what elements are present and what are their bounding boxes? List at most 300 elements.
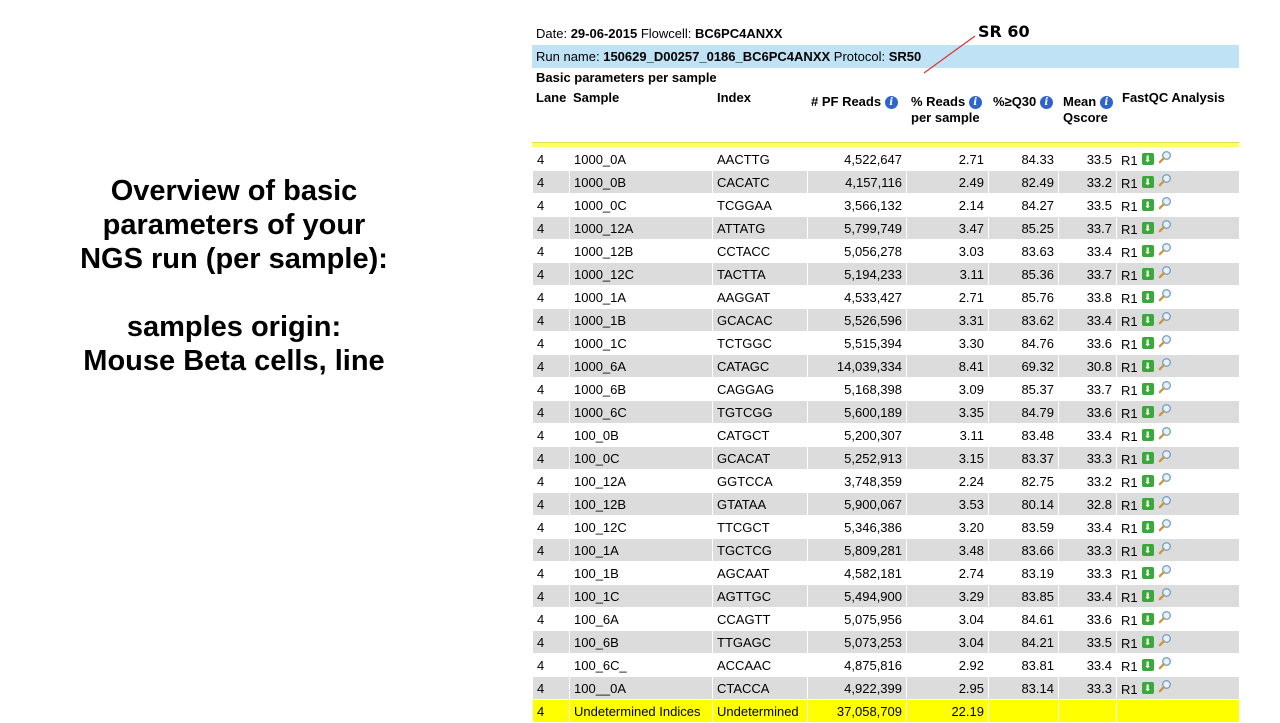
magnifier-icon[interactable] xyxy=(1158,242,1172,256)
sample-cell: 100_0B xyxy=(570,424,713,447)
lane-cell: 4 xyxy=(533,263,570,286)
download-icon[interactable]: ⬇ xyxy=(1142,176,1154,188)
info-icon[interactable]: i xyxy=(1040,96,1053,109)
sample-cell: 100_6C_ xyxy=(570,654,713,677)
pf-reads-cell: 5,252,913 xyxy=(808,447,907,470)
pf-reads-cell: 5,526,596 xyxy=(808,309,907,332)
sample-cell: 1000_1A xyxy=(570,286,713,309)
mean-qscore-cell: 33.4 xyxy=(1059,516,1117,539)
fastqc-cell xyxy=(1117,539,1240,562)
mean-qscore-cell: 33.3 xyxy=(1059,677,1117,700)
fastqc-cell xyxy=(1117,677,1240,700)
pct-reads-cell: 2.74 xyxy=(907,562,989,585)
sample-cell: 100_12C xyxy=(570,516,713,539)
col-q30-label: %≥Q30 xyxy=(993,94,1037,109)
lane-cell: 4 xyxy=(533,539,570,562)
col-lane: Lane xyxy=(536,90,567,105)
heading-line: Mouse Beta cells, line xyxy=(83,345,385,377)
pf-reads-cell: 5,494,900 xyxy=(808,585,907,608)
run-date-line xyxy=(532,22,1239,45)
fastqc-cell xyxy=(1117,240,1240,263)
download-icon[interactable]: ⬇ xyxy=(1142,613,1154,625)
read-label: R1 xyxy=(1121,498,1138,513)
read-label: R1 xyxy=(1121,268,1138,283)
fastqc-cell xyxy=(1117,424,1240,447)
q30-cell: 83.81 xyxy=(989,654,1059,677)
table-row xyxy=(533,286,1240,309)
q30-cell: 83.14 xyxy=(989,677,1059,700)
read-label: R1 xyxy=(1121,291,1138,306)
table-row xyxy=(533,516,1240,539)
heading-line: NGS run (per sample): xyxy=(80,243,388,275)
index-cell: TGTCGG xyxy=(713,401,808,424)
q30-cell: 83.63 xyxy=(989,240,1059,263)
lane-cell: 4 xyxy=(533,194,570,217)
download-icon[interactable]: ⬇ xyxy=(1142,590,1154,602)
fastqc-cell xyxy=(1117,470,1240,493)
index-cell: AGCAAT xyxy=(713,562,808,585)
magnifier-icon[interactable] xyxy=(1158,219,1172,233)
col-fastqc: FastQC Analysis xyxy=(1122,90,1225,105)
table-row xyxy=(533,240,1240,263)
download-icon[interactable]: ⬇ xyxy=(1142,222,1154,234)
lane-cell: 4 xyxy=(533,631,570,654)
pf-reads-cell: 5,515,394 xyxy=(808,332,907,355)
index-cell: TTCGCT xyxy=(713,516,808,539)
magnifier-icon[interactable] xyxy=(1158,518,1172,532)
pf-reads-cell: 4,522,647 xyxy=(808,148,907,171)
pct-reads-cell: 3.11 xyxy=(907,263,989,286)
download-icon[interactable]: ⬇ xyxy=(1142,429,1154,441)
download-icon[interactable]: ⬇ xyxy=(1142,659,1154,671)
lane-cell: 4 xyxy=(533,470,570,493)
pf-reads-cell: 5,346,386 xyxy=(808,516,907,539)
index-cell: AAGGAT xyxy=(713,286,808,309)
q30-cell: 69.32 xyxy=(989,355,1059,378)
empty-cell xyxy=(1117,700,1240,723)
download-icon[interactable]: ⬇ xyxy=(1142,245,1154,257)
pf-reads-cell: 5,809,281 xyxy=(808,539,907,562)
mean-qscore-cell: 33.4 xyxy=(1059,424,1117,447)
read-label: R1 xyxy=(1121,222,1138,237)
pf-reads-cell: 5,073,253 xyxy=(808,631,907,654)
read-label: R1 xyxy=(1121,199,1138,214)
sample-cell: 100_12A xyxy=(570,470,713,493)
index-cell: AACTTG xyxy=(713,148,808,171)
info-icon[interactable]: i xyxy=(1100,96,1113,109)
download-icon[interactable]: ⬇ xyxy=(1142,199,1154,211)
fastqc-cell xyxy=(1117,194,1240,217)
fastqc-cell xyxy=(1117,217,1240,240)
pct-reads-cell: 2.24 xyxy=(907,470,989,493)
pf-reads-cell: 5,168,398 xyxy=(808,378,907,401)
pf-reads-cell: 5,056,278 xyxy=(808,240,907,263)
pct-reads-cell: 2.14 xyxy=(907,194,989,217)
q30-cell: 83.19 xyxy=(989,562,1059,585)
mean-qscore-cell: 33.8 xyxy=(1059,286,1117,309)
download-icon[interactable]: ⬇ xyxy=(1142,636,1154,648)
sample-cell: 100_1A xyxy=(570,539,713,562)
sample-cell: 1000_6A xyxy=(570,355,713,378)
table-row xyxy=(533,378,1240,401)
magnifier-icon[interactable] xyxy=(1158,403,1172,417)
lane-cell: 4 xyxy=(533,309,570,332)
col-sample: Sample xyxy=(573,90,620,105)
pct-reads-cell: 3.15 xyxy=(907,447,989,470)
index-cell: CATGCT xyxy=(713,424,808,447)
lane-cell: 4 xyxy=(533,608,570,631)
table-row xyxy=(533,424,1240,447)
download-icon[interactable]: ⬇ xyxy=(1142,153,1154,165)
col-pf-reads xyxy=(811,94,898,110)
pct-reads-cell: 3.47 xyxy=(907,217,989,240)
pct-reads-cell: 3.29 xyxy=(907,585,989,608)
pct-reads-cell: 8.41 xyxy=(907,355,989,378)
pf-reads-cell: 4,582,181 xyxy=(808,562,907,585)
lane-cell: 4 xyxy=(533,654,570,677)
lane-cell: 4 xyxy=(533,493,570,516)
index-cell: GTATAA xyxy=(713,493,808,516)
fastqc-cell xyxy=(1117,654,1240,677)
pct-reads-cell: 3.11 xyxy=(907,424,989,447)
lane-cell: 4 xyxy=(533,401,570,424)
download-icon[interactable]: ⬇ xyxy=(1142,521,1154,533)
fastqc-cell xyxy=(1117,562,1240,585)
lane-cell: 4 xyxy=(533,171,570,194)
table-row xyxy=(533,263,1240,286)
pf-reads-cell: 5,075,956 xyxy=(808,608,907,631)
annotation-label: SR 60 xyxy=(978,22,1030,41)
q30-cell: 83.37 xyxy=(989,447,1059,470)
pf-reads-cell: 5,799,749 xyxy=(808,217,907,240)
lane-cell: 4 xyxy=(533,148,570,171)
q30-cell: 82.49 xyxy=(989,171,1059,194)
index-cell: CCAGTT xyxy=(713,608,808,631)
fastqc-cell xyxy=(1117,447,1240,470)
empty-cell xyxy=(989,700,1059,723)
pf-reads-cell: 5,194,233 xyxy=(808,263,907,286)
magnifier-icon[interactable] xyxy=(1158,311,1172,325)
flowcell-id: BC6PC4ANXX xyxy=(695,26,783,41)
download-icon[interactable]: ⬇ xyxy=(1142,544,1154,556)
fastqc-cell xyxy=(1117,171,1240,194)
mean-qscore-cell: 32.8 xyxy=(1059,493,1117,516)
lane-cell: 4 xyxy=(533,378,570,401)
run-name-label: Run name: xyxy=(536,49,600,64)
heading-spacer xyxy=(40,276,428,310)
lane-cell: 4 xyxy=(533,700,570,723)
magnifier-icon[interactable] xyxy=(1158,679,1172,693)
table-row xyxy=(533,401,1240,424)
col-qscore-label: Qscore xyxy=(1063,110,1108,125)
sample-cell: 1000_0C xyxy=(570,194,713,217)
magnifier-icon[interactable] xyxy=(1158,656,1172,670)
pct-reads-cell: 2.71 xyxy=(907,148,989,171)
read-label: R1 xyxy=(1121,590,1138,605)
sample-cell: 100_0C xyxy=(570,447,713,470)
info-icon[interactable]: i xyxy=(969,96,982,109)
read-label: R1 xyxy=(1121,682,1138,697)
table-row xyxy=(533,447,1240,470)
sample-cell: 1000_6C xyxy=(570,401,713,424)
mean-qscore-cell: 33.5 xyxy=(1059,148,1117,171)
download-icon[interactable]: ⬇ xyxy=(1142,337,1154,349)
table-row xyxy=(533,493,1240,516)
fastqc-cell xyxy=(1117,355,1240,378)
download-icon[interactable]: ⬇ xyxy=(1142,475,1154,487)
mean-qscore-cell: 33.2 xyxy=(1059,171,1117,194)
q30-cell: 85.25 xyxy=(989,217,1059,240)
fastqc-cell xyxy=(1117,309,1240,332)
fastqc-cell xyxy=(1117,493,1240,516)
mean-qscore-cell: 33.7 xyxy=(1059,378,1117,401)
sample-cell: 1000_12A xyxy=(570,217,713,240)
mean-qscore-cell: 33.3 xyxy=(1059,447,1117,470)
magnifier-icon[interactable] xyxy=(1158,334,1172,348)
magnifier-icon[interactable] xyxy=(1158,196,1172,210)
read-label: R1 xyxy=(1121,475,1138,490)
index-cell: GGTCCA xyxy=(713,470,808,493)
lane-cell: 4 xyxy=(533,585,570,608)
read-label: R1 xyxy=(1121,314,1138,329)
pct-reads-cell: 3.20 xyxy=(907,516,989,539)
pct-reads-cell: 3.03 xyxy=(907,240,989,263)
lane-cell: 4 xyxy=(533,516,570,539)
read-label: R1 xyxy=(1121,452,1138,467)
pct-reads-cell: 3.09 xyxy=(907,378,989,401)
magnifier-icon[interactable] xyxy=(1158,150,1172,164)
sample-cell: 1000_0A xyxy=(570,148,713,171)
protocol-label: Protocol: xyxy=(833,49,886,64)
mean-qscore-cell: 33.4 xyxy=(1059,309,1117,332)
mean-qscore-cell: 33.7 xyxy=(1059,217,1117,240)
mean-qscore-cell: 33.6 xyxy=(1059,401,1117,424)
download-icon[interactable]: ⬇ xyxy=(1142,314,1154,326)
col-mean-label: Mean xyxy=(1063,94,1097,109)
sample-cell: 100_1C xyxy=(570,585,713,608)
index-cell: CAGGAG xyxy=(713,378,808,401)
download-icon[interactable]: ⬇ xyxy=(1142,291,1154,303)
index-cell: ACCAAC xyxy=(713,654,808,677)
fastqc-cell xyxy=(1117,401,1240,424)
table-row xyxy=(533,217,1240,240)
index-cell: CATAGC xyxy=(713,355,808,378)
download-icon[interactable]: ⬇ xyxy=(1142,406,1154,418)
read-label: R1 xyxy=(1121,613,1138,628)
index-cell: AGTTGC xyxy=(713,585,808,608)
pf-reads-cell: 4,922,399 xyxy=(808,677,907,700)
table-row xyxy=(533,470,1240,493)
q30-cell: 83.85 xyxy=(989,585,1059,608)
download-icon[interactable]: ⬇ xyxy=(1142,383,1154,395)
read-label: R1 xyxy=(1121,153,1138,168)
mean-qscore-cell: 33.6 xyxy=(1059,332,1117,355)
fastqc-cell xyxy=(1117,631,1240,654)
magnifier-icon[interactable] xyxy=(1158,426,1172,440)
mean-qscore-cell: 33.5 xyxy=(1059,631,1117,654)
q30-cell: 83.59 xyxy=(989,516,1059,539)
col-q30 xyxy=(993,94,1053,110)
pf-reads-cell: 5,600,189 xyxy=(808,401,907,424)
mean-qscore-cell: 33.6 xyxy=(1059,608,1117,631)
pct-reads-cell: 3.35 xyxy=(907,401,989,424)
q30-cell: 85.36 xyxy=(989,263,1059,286)
index-cell: TCGGAA xyxy=(713,194,808,217)
q30-cell: 85.37 xyxy=(989,378,1059,401)
lane-cell: 4 xyxy=(533,286,570,309)
q30-cell: 84.21 xyxy=(989,631,1059,654)
table-row xyxy=(533,309,1240,332)
fastqc-cell xyxy=(1117,286,1240,309)
index-cell: ATTATG xyxy=(713,217,808,240)
mean-qscore-cell: 33.7 xyxy=(1059,263,1117,286)
magnifier-icon[interactable] xyxy=(1158,380,1172,394)
lane-cell: 4 xyxy=(533,240,570,263)
col-pct-reads-sub: per sample xyxy=(911,110,980,125)
q30-cell: 84.76 xyxy=(989,332,1059,355)
q30-cell: 83.62 xyxy=(989,309,1059,332)
pf-reads-cell: 4,157,116 xyxy=(808,171,907,194)
q30-cell: 84.27 xyxy=(989,194,1059,217)
download-icon[interactable]: ⬇ xyxy=(1142,268,1154,280)
sample-cell: 100_6B xyxy=(570,631,713,654)
index-cell: TGCTCG xyxy=(713,539,808,562)
read-label: R1 xyxy=(1121,567,1138,582)
sample-cell: 1000_1C xyxy=(570,332,713,355)
protocol: SR50 xyxy=(888,49,922,64)
pct-reads-cell: 3.53 xyxy=(907,493,989,516)
heading-line: Overview of basic xyxy=(110,175,358,207)
mean-qscore-cell: 33.4 xyxy=(1059,654,1117,677)
read-label: R1 xyxy=(1121,176,1138,191)
lane-cell: 4 xyxy=(533,677,570,700)
table-row xyxy=(533,194,1240,217)
info-icon[interactable]: i xyxy=(885,96,898,109)
index-cell: CCTACC xyxy=(713,240,808,263)
mean-qscore-cell: 33.5 xyxy=(1059,194,1117,217)
magnifier-icon[interactable] xyxy=(1158,633,1172,647)
table-row xyxy=(533,539,1240,562)
magnifier-icon[interactable] xyxy=(1158,495,1172,509)
table-row xyxy=(533,608,1240,631)
q30-cell: 84.79 xyxy=(989,401,1059,424)
pct-reads-cell: 3.30 xyxy=(907,332,989,355)
heading-line: samples origin: xyxy=(126,311,342,343)
pct-reads-cell: 3.04 xyxy=(907,608,989,631)
read-label: R1 xyxy=(1121,659,1138,674)
download-icon[interactable]: ⬇ xyxy=(1142,567,1154,579)
table-header xyxy=(532,88,1239,142)
table-row xyxy=(533,171,1240,194)
download-icon[interactable]: ⬇ xyxy=(1142,498,1154,510)
magnifier-icon[interactable] xyxy=(1158,173,1172,187)
section-title: Basic parameters per sample xyxy=(536,70,717,85)
q30-cell: 84.33 xyxy=(989,148,1059,171)
magnifier-icon[interactable] xyxy=(1158,265,1172,279)
q30-cell: 84.61 xyxy=(989,608,1059,631)
magnifier-icon[interactable] xyxy=(1158,288,1172,302)
read-label: R1 xyxy=(1121,636,1138,651)
mean-qscore-cell: 33.3 xyxy=(1059,562,1117,585)
table-row xyxy=(533,654,1240,677)
index-cell: TTGAGC xyxy=(713,631,808,654)
q30-cell: 85.76 xyxy=(989,286,1059,309)
sample-cell: 1000_0B xyxy=(570,171,713,194)
pf-reads-cell: 3,748,359 xyxy=(808,470,907,493)
pf-reads-cell: 14,039,334 xyxy=(808,355,907,378)
read-label: R1 xyxy=(1121,429,1138,444)
fastqc-cell xyxy=(1117,378,1240,401)
magnifier-icon[interactable] xyxy=(1158,564,1172,578)
pct-reads-cell: 3.48 xyxy=(907,539,989,562)
download-icon[interactable]: ⬇ xyxy=(1142,452,1154,464)
download-icon[interactable]: ⬇ xyxy=(1142,682,1154,694)
index-cell: CTACCA xyxy=(713,677,808,700)
run-report xyxy=(532,22,1239,723)
col-index: Index xyxy=(717,90,751,105)
pct-reads-cell: 22.19 xyxy=(907,700,989,723)
sample-cell: 1000_6B xyxy=(570,378,713,401)
pf-reads-cell: 3,566,132 xyxy=(808,194,907,217)
table-row xyxy=(533,585,1240,608)
magnifier-icon[interactable] xyxy=(1158,357,1172,371)
index-cell: CACATC xyxy=(713,171,808,194)
lane-cell: 4 xyxy=(533,332,570,355)
pct-reads-cell: 2.71 xyxy=(907,286,989,309)
slide-heading xyxy=(40,174,428,378)
lane-cell: 4 xyxy=(533,424,570,447)
pct-reads-cell: 2.92 xyxy=(907,654,989,677)
mean-qscore-cell: 33.3 xyxy=(1059,539,1117,562)
lane-cell: 4 xyxy=(533,217,570,240)
magnifier-icon[interactable] xyxy=(1158,610,1172,624)
samples-table xyxy=(532,147,1240,723)
undetermined-row xyxy=(533,700,1240,723)
col-pct-reads xyxy=(911,94,982,126)
download-icon[interactable]: ⬇ xyxy=(1142,360,1154,372)
mean-qscore-cell: 33.4 xyxy=(1059,240,1117,263)
fastqc-cell xyxy=(1117,263,1240,286)
mean-qscore-cell: 30.8 xyxy=(1059,355,1117,378)
sample-cell: 1000_12C xyxy=(570,263,713,286)
table-row xyxy=(533,148,1240,171)
table-row xyxy=(533,677,1240,700)
index-cell: GCACAC xyxy=(713,309,808,332)
empty-cell xyxy=(1059,700,1117,723)
magnifier-icon[interactable] xyxy=(1158,587,1172,601)
pf-reads-cell: 37,058,709 xyxy=(808,700,907,723)
magnifier-icon[interactable] xyxy=(1158,449,1172,463)
date-label: Date: xyxy=(536,26,568,41)
sample-cell: Undetermined Indices xyxy=(570,700,713,723)
mean-qscore-cell: 33.2 xyxy=(1059,470,1117,493)
pct-reads-cell: 2.49 xyxy=(907,171,989,194)
q30-cell: 82.75 xyxy=(989,470,1059,493)
magnifier-icon[interactable] xyxy=(1158,541,1172,555)
index-cell: GCACAT xyxy=(713,447,808,470)
mean-qscore-cell: 33.4 xyxy=(1059,585,1117,608)
q30-cell: 80.14 xyxy=(989,493,1059,516)
index-cell: Undetermined xyxy=(713,700,808,723)
table-row xyxy=(533,355,1240,378)
magnifier-icon[interactable] xyxy=(1158,472,1172,486)
flowcell-label: Flowcell: xyxy=(640,26,692,41)
fastqc-cell xyxy=(1117,585,1240,608)
fastqc-cell xyxy=(1117,332,1240,355)
run-name-line xyxy=(532,45,1239,68)
col-mean-qscore xyxy=(1063,94,1113,126)
pf-reads-cell: 4,533,427 xyxy=(808,286,907,309)
